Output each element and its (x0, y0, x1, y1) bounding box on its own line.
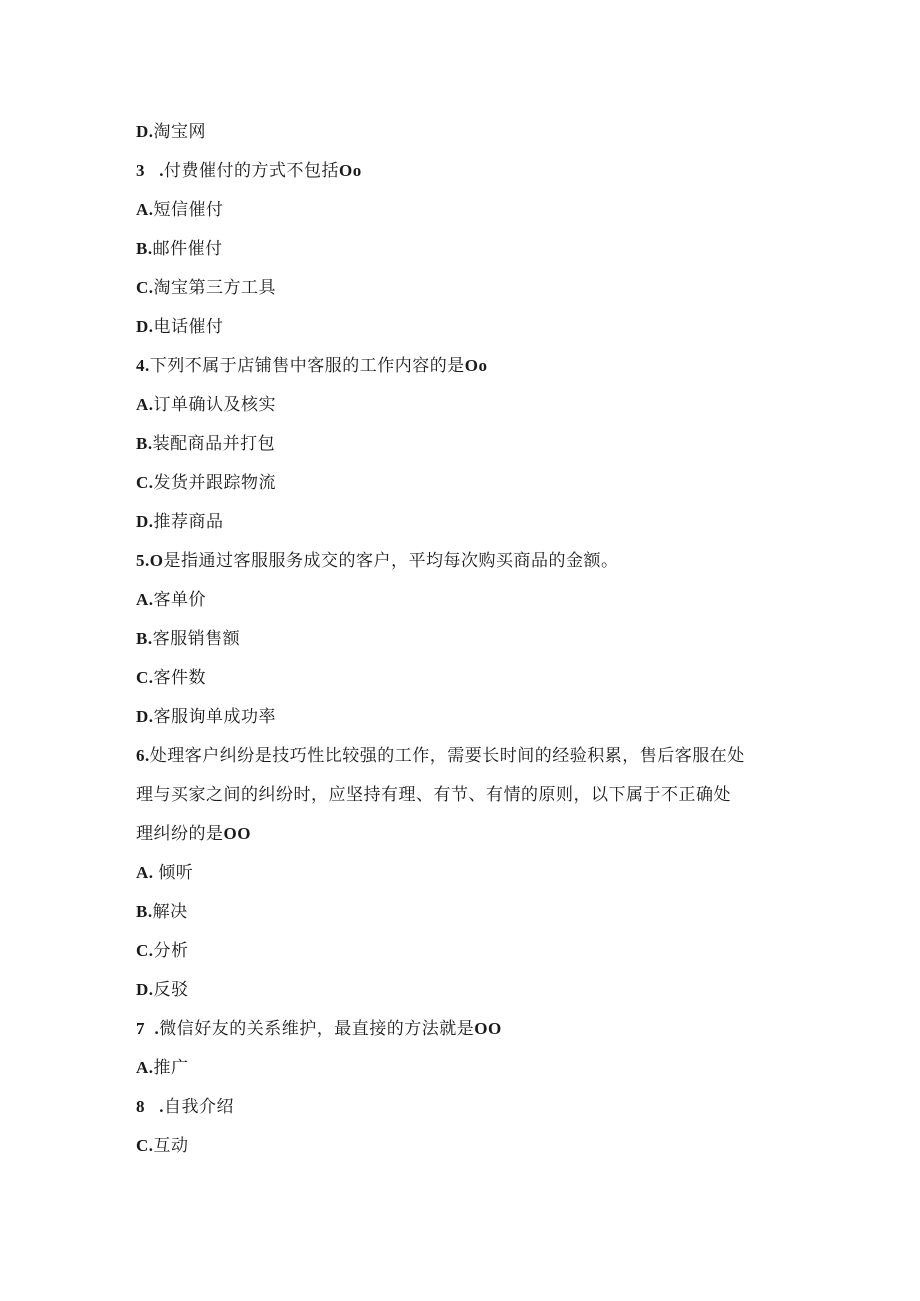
text-line (136, 122, 206, 142)
line-prefix: C. (136, 668, 154, 687)
line-text: 订单确认及核实 (153, 395, 277, 415)
text-line (136, 356, 487, 376)
line-text: 邮件催付 (152, 239, 223, 259)
text-line (136, 824, 251, 844)
text-line (136, 278, 276, 298)
text-line (136, 512, 224, 532)
line-text: 自我介绍 (164, 1097, 234, 1117)
line-text: 反驳 (153, 980, 189, 1000)
line-prefix: C. (136, 941, 154, 960)
line-prefix: 7 . (136, 1019, 160, 1038)
text-line (136, 395, 276, 415)
line-prefix: A. (136, 1058, 154, 1077)
line-prefix: C. (136, 1136, 154, 1155)
text-line (136, 863, 193, 883)
text-line (136, 1097, 234, 1117)
line-text: 装配商品并打包 (152, 434, 276, 454)
line-text: 客服销售额 (152, 629, 241, 649)
line-text: 推广 (153, 1058, 189, 1078)
line-text: 客单价 (153, 590, 207, 610)
line-prefix: B. (136, 434, 153, 453)
line-text: 淘宝第三方工具 (153, 278, 277, 298)
text-line (136, 629, 240, 649)
text-line (136, 941, 189, 961)
text-line (136, 200, 224, 220)
text-line (136, 161, 362, 181)
line-tail: OO (474, 1019, 502, 1038)
line-text: 付费催付的方式不包括 (164, 161, 339, 181)
line-prefix: C. (136, 473, 154, 492)
line-text: 电话催付 (153, 317, 224, 337)
text-line (136, 317, 224, 337)
line-prefix: 5.O (136, 551, 164, 570)
text-line (136, 902, 188, 922)
line-prefix: D. (136, 512, 154, 531)
line-text: 是指通过客服服务成交的客户，平均每次购买商品的金额。 (163, 551, 619, 571)
line-text: 理与买家之间的纠纷时，应坚持有理、有节、有情的原则，以下属于不正确处 (136, 785, 731, 805)
text-line (136, 590, 206, 610)
line-text: 处理客户纠纷是技巧性比较强的工作，需要长时间的经验积累，售后客服在处 (149, 746, 745, 766)
line-prefix: A. (136, 395, 154, 414)
line-prefix: A. (136, 200, 154, 219)
line-text: 分析 (153, 941, 189, 961)
text-line (136, 707, 276, 727)
line-tail: Oo (339, 161, 362, 180)
line-tail: OO (223, 824, 251, 843)
line-prefix: A. (136, 863, 159, 882)
line-tail: Oo (464, 356, 488, 375)
text-line (136, 1058, 189, 1078)
line-prefix: 8 . (136, 1097, 164, 1116)
line-text: 客服询单成功率 (153, 707, 277, 727)
line-text: 下列不属于店铺售中客服的工作内容的是 (149, 356, 465, 376)
line-prefix: D. (136, 980, 154, 999)
line-prefix: 4. (136, 356, 150, 375)
line-prefix: D. (136, 122, 154, 141)
line-text: 淘宝网 (153, 122, 207, 142)
line-prefix: B. (136, 902, 153, 921)
text-line (136, 239, 223, 259)
line-prefix: 3 . (136, 161, 164, 180)
text-line (136, 1019, 502, 1039)
line-prefix: B. (136, 629, 153, 648)
line-prefix: C. (136, 278, 154, 297)
line-prefix: D. (136, 317, 154, 336)
line-text: 倾听 (158, 863, 194, 883)
text-line (136, 980, 189, 1000)
line-text: 推荐商品 (153, 512, 224, 532)
line-prefix: 6. (136, 746, 150, 765)
text-line (136, 473, 276, 493)
text-line (136, 746, 745, 766)
line-text: 发货并跟踪物流 (153, 473, 277, 493)
line-text: 互动 (153, 1136, 189, 1156)
line-prefix: B. (136, 239, 153, 258)
text-line (136, 668, 206, 688)
line-text: 理纠纷的是 (136, 824, 224, 844)
line-prefix: A. (136, 590, 154, 609)
text-line (136, 551, 618, 571)
text-line (136, 785, 731, 805)
text-line (136, 1136, 189, 1156)
line-prefix: D. (136, 707, 154, 726)
line-text: 微信好友的关系维护，最直接的方法就是 (159, 1019, 475, 1039)
text-line (136, 434, 275, 454)
line-text: 客件数 (153, 668, 207, 688)
line-text: 短信催付 (153, 200, 224, 220)
line-text: 解决 (152, 902, 188, 922)
